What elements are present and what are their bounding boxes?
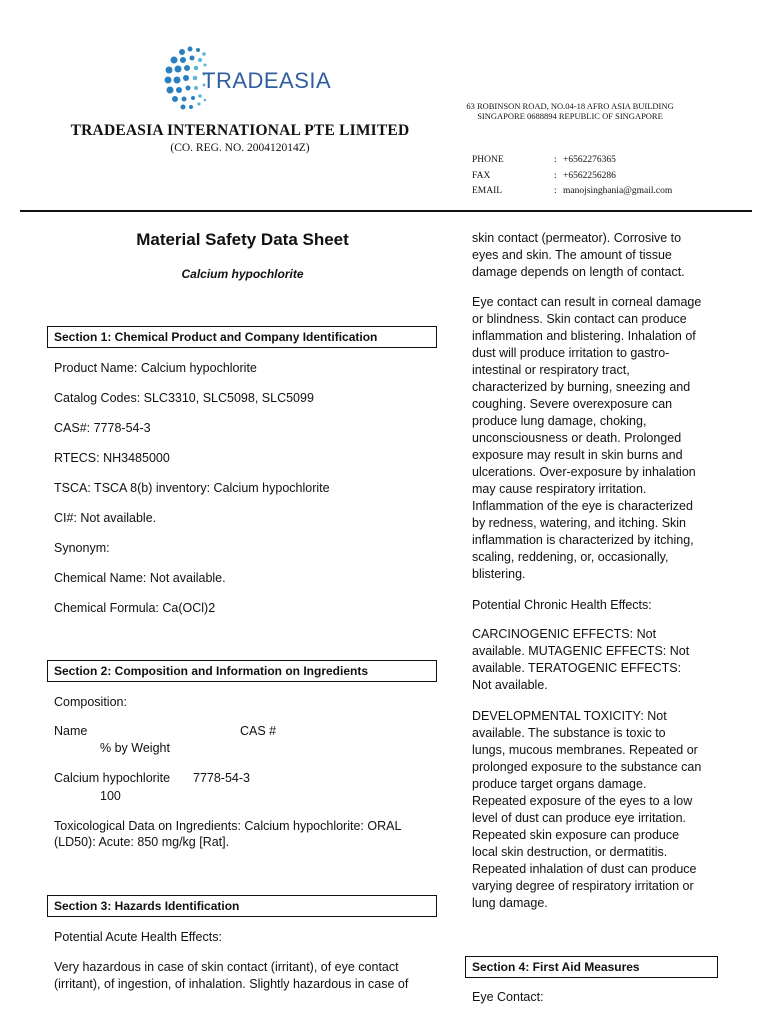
tsca-line: TSCA: TSCA 8(b) inventory: Calcium hypochlorite — [54, 481, 330, 495]
company-reg-number: (CO. REG. NO. 200412014Z) — [170, 142, 310, 154]
product-name-line: Product Name: Calcium hypochlorite — [54, 361, 257, 375]
ingredient-cas: 7778-54-3 — [193, 771, 250, 785]
developmental-paragraph: DEVELOPMENTAL TOXICITY: Not available. The substance is toxic to lungs, mucous membranes. Repeated or prolonged exposure to the substance can produce target organs damage. Repeated exposure of the eyes to a low level of dust can produce eye irritation. Repeated skin exposure can produce local skin destruction, or dermatitis. Repeated inhalation of dust can produce varying degree of respiratory irritation or lung damage. — [472, 709, 702, 910]
acute-effects-label: Potential Acute Health Effects: — [54, 930, 222, 944]
tox-data-line: Toxicological Data on Ingredients: Calcium hypochlorite: ORAL — [54, 819, 402, 833]
logo-text: TRADEASIA — [202, 68, 332, 93]
section-2-heading: Section 2: Composition and Information on Ingredients — [47, 660, 437, 682]
column-cas-header: CAS # — [240, 724, 277, 738]
company-name: TRADEASIA INTERNATIONAL PTE LIMITED — [70, 122, 410, 139]
ingredient-name: Calcium hypochlorite — [54, 771, 171, 785]
contact-value: +6562256286 — [563, 171, 616, 181]
contact-value: manojsinghania@gmail.com — [563, 186, 673, 196]
carcinogenic-paragraph: CARCINOGENIC EFFECTS: Not available. MUTAGENIC EFFECTS: Not available. TERATOGENIC EFFECTS: Not available. — [472, 627, 690, 692]
eye-contact-paragraph: Eye contact can result in corneal damage or blindness. Skin contact can produce inflammation and blistering. Inhalation of dust will produce irritation to gastro- intestinal or respiratory tract, characterized by burning, sneezing and coughing. Severe overexposure can produce lung damage, choking, unconsciousness or death. Prolonged exposure may result in skin burns and ulcerations. Over-exposure by inhalation may cause respiratory irritation. Inflammation of the eye is characterized by redness, watering, and itching. Skin inflammation is characterized by itching, scaling, reddening, or, occasionally, blistering. — [472, 295, 702, 581]
cas-line: CAS#: 7778-54-3 — [54, 421, 151, 435]
chronic-effects-label: Potential Chronic Health Effects: — [472, 598, 652, 612]
address-line: SINGAPORE 0688894 REPUBLIC OF SINGAPORE — [477, 111, 663, 121]
tox-data-line: (LD50): Acute: 850 mg/kg [Rat]. — [54, 835, 230, 849]
contact-label: EMAIL — [472, 186, 503, 196]
column-weight-header: % by Weight — [100, 741, 170, 755]
column-name-header: Name — [54, 724, 88, 738]
chemical-name-line: Chemical Name: Not available. — [54, 571, 226, 585]
acute-effects-line: Very hazardous in case of skin contact (irritant), of eye contact — [54, 960, 399, 974]
document-subtitle: Calcium hypochlorite — [181, 267, 304, 281]
contact-colon: : — [554, 171, 557, 181]
chemical-formula-line: Chemical Formula: Ca(OCl)2 — [54, 601, 216, 615]
synonym-line: Synonym: — [54, 541, 110, 555]
catalog-codes-line: Catalog Codes: SLC3310, SLC5098, SLC5099 — [54, 391, 314, 405]
rtecs-line: RTECS: NH3485000 — [54, 451, 170, 465]
section-4-heading: Section 4: First Aid Measures — [465, 956, 718, 978]
company-address — [440, 101, 700, 121]
section-3-heading: Section 3: Hazards Identification — [47, 895, 437, 917]
contact-colon: : — [554, 186, 557, 196]
company-logo — [160, 38, 335, 118]
contact-label: PHONE — [472, 155, 504, 165]
eye-contact-label: Eye Contact: — [472, 990, 544, 1004]
contact-label: FAX — [472, 171, 491, 181]
ingredient-weight: 100 — [100, 789, 121, 803]
ci-line: CI#: Not available. — [54, 511, 157, 525]
section-1-heading: Section 1: Chemical Product and Company Identification — [47, 326, 437, 348]
address-line: 63 ROBINSON ROAD, NO.04-18 AFRO ASIA BUILDING — [466, 101, 674, 111]
document-title: Material Safety Data Sheet — [136, 230, 349, 249]
skin-contact-paragraph: skin contact (permeator). Corrosive to eyes and skin. The amount of tissue damage depends on length of contact. — [472, 231, 685, 279]
contact-colon: : — [554, 155, 557, 165]
acute-effects-line: (irritant), of ingestion, of inhalation. Slightly hazardous in case of — [54, 977, 409, 991]
composition-label: Composition: — [54, 695, 127, 709]
header-divider — [20, 210, 752, 212]
contact-value: +6562276365 — [563, 155, 616, 165]
